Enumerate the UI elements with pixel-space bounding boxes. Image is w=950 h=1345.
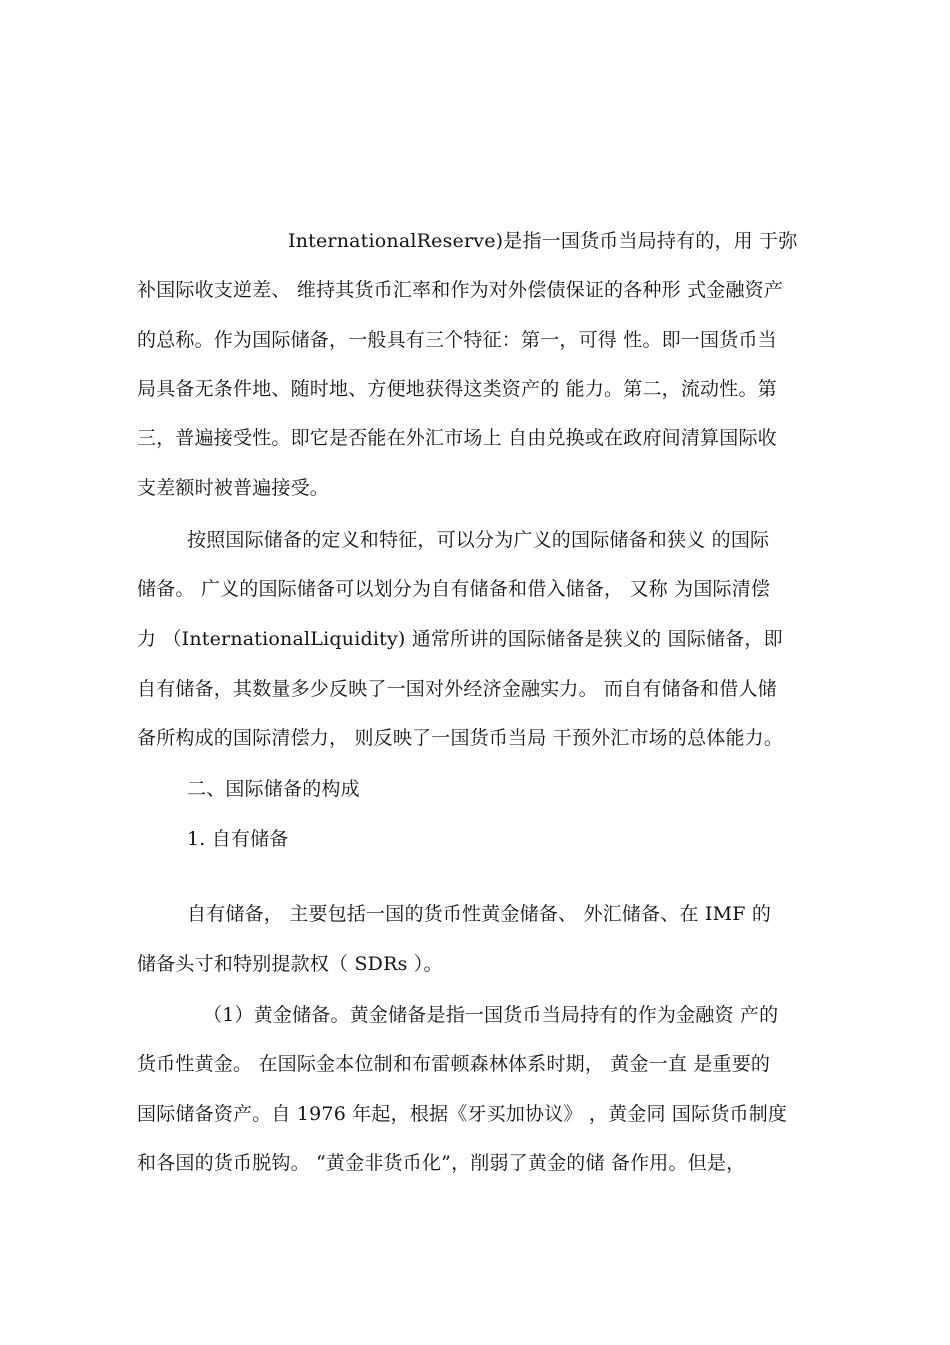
subsection-heading: 1. 自有储备 (187, 828, 289, 850)
paragraph-2-line-4: 自有储备，其数量多少反映了一国对外经济金融实力。 而自有储备和借人储 (137, 678, 777, 700)
section-heading: 二、国际储备的构成 (187, 778, 360, 800)
paragraph-3-line-1: 自有储备， 主要包括一国的货币性黄金储备、 外汇储备、在 IMF 的 (187, 903, 772, 925)
paragraph-2-line-3: 力 （InternationalLiquidity) 通常所讲的国际储备是狭义的 国际储备，即 (137, 628, 783, 650)
paragraph-1-line-5: 三，普遍接受性。即它是否能在外汇市场上 自由兑换或在政府间清算国际收 (137, 427, 777, 449)
paragraph-2-line-2: 储备。 广义的国际储备可以划分为自有储备和借入储备， 又称 为国际清偿 (137, 578, 771, 600)
paragraph-2-line-5: 备所构成的国际清偿力， 则反映了一国货币当局 干预外汇市场的总体能力。 (137, 727, 784, 749)
paragraph-3-line-2: 储备头寸和特别提款权（ SDRs ）。 (137, 953, 443, 975)
paragraph-1-line-4: 局具备无条件地、随时地、方便地获得这类资产的 能力。第二，流动性。第 (137, 378, 777, 400)
paragraph-1-line-3: 的总称。作为国际储备，一般具有三个特征：第一，可得 性。即一国货币当 (137, 329, 777, 351)
paragraph-4-line-1: （1）黄金储备。黄金储备是指一国货币当局持有的作为金融资 产的 (203, 1004, 779, 1026)
paragraph-1-line-1: InternationalReserve)是指一国货币当局持有的，用 于弥 (288, 230, 798, 252)
paragraph-4-line-3: 国际储备资产。自 1976 年起，根据《牙买加协议》 ，黄金同 国际货币制度 (137, 1103, 788, 1125)
paragraph-4-line-4: 和各国的货币脱钩。 “黄金非货币化”，削弱了黄金的储 备作用。但是， (137, 1152, 746, 1174)
paragraph-1-line-6: 支差额时被普遍接受。 (137, 477, 330, 499)
paragraph-2-line-1: 按照国际储备的定义和特征，可以分为广义的国际储备和狭义 的国际 (187, 529, 770, 551)
paragraph-4-line-2: 货币性黄金。 在国际金本位制和布雷顿森林体系时期， 黄金一直 是重要的 (137, 1053, 771, 1075)
paragraph-1-line-2: 补国际收支逆差、 维持其货币汇率和作为对外偿债保证的各种形 式金融资产 (137, 279, 784, 301)
